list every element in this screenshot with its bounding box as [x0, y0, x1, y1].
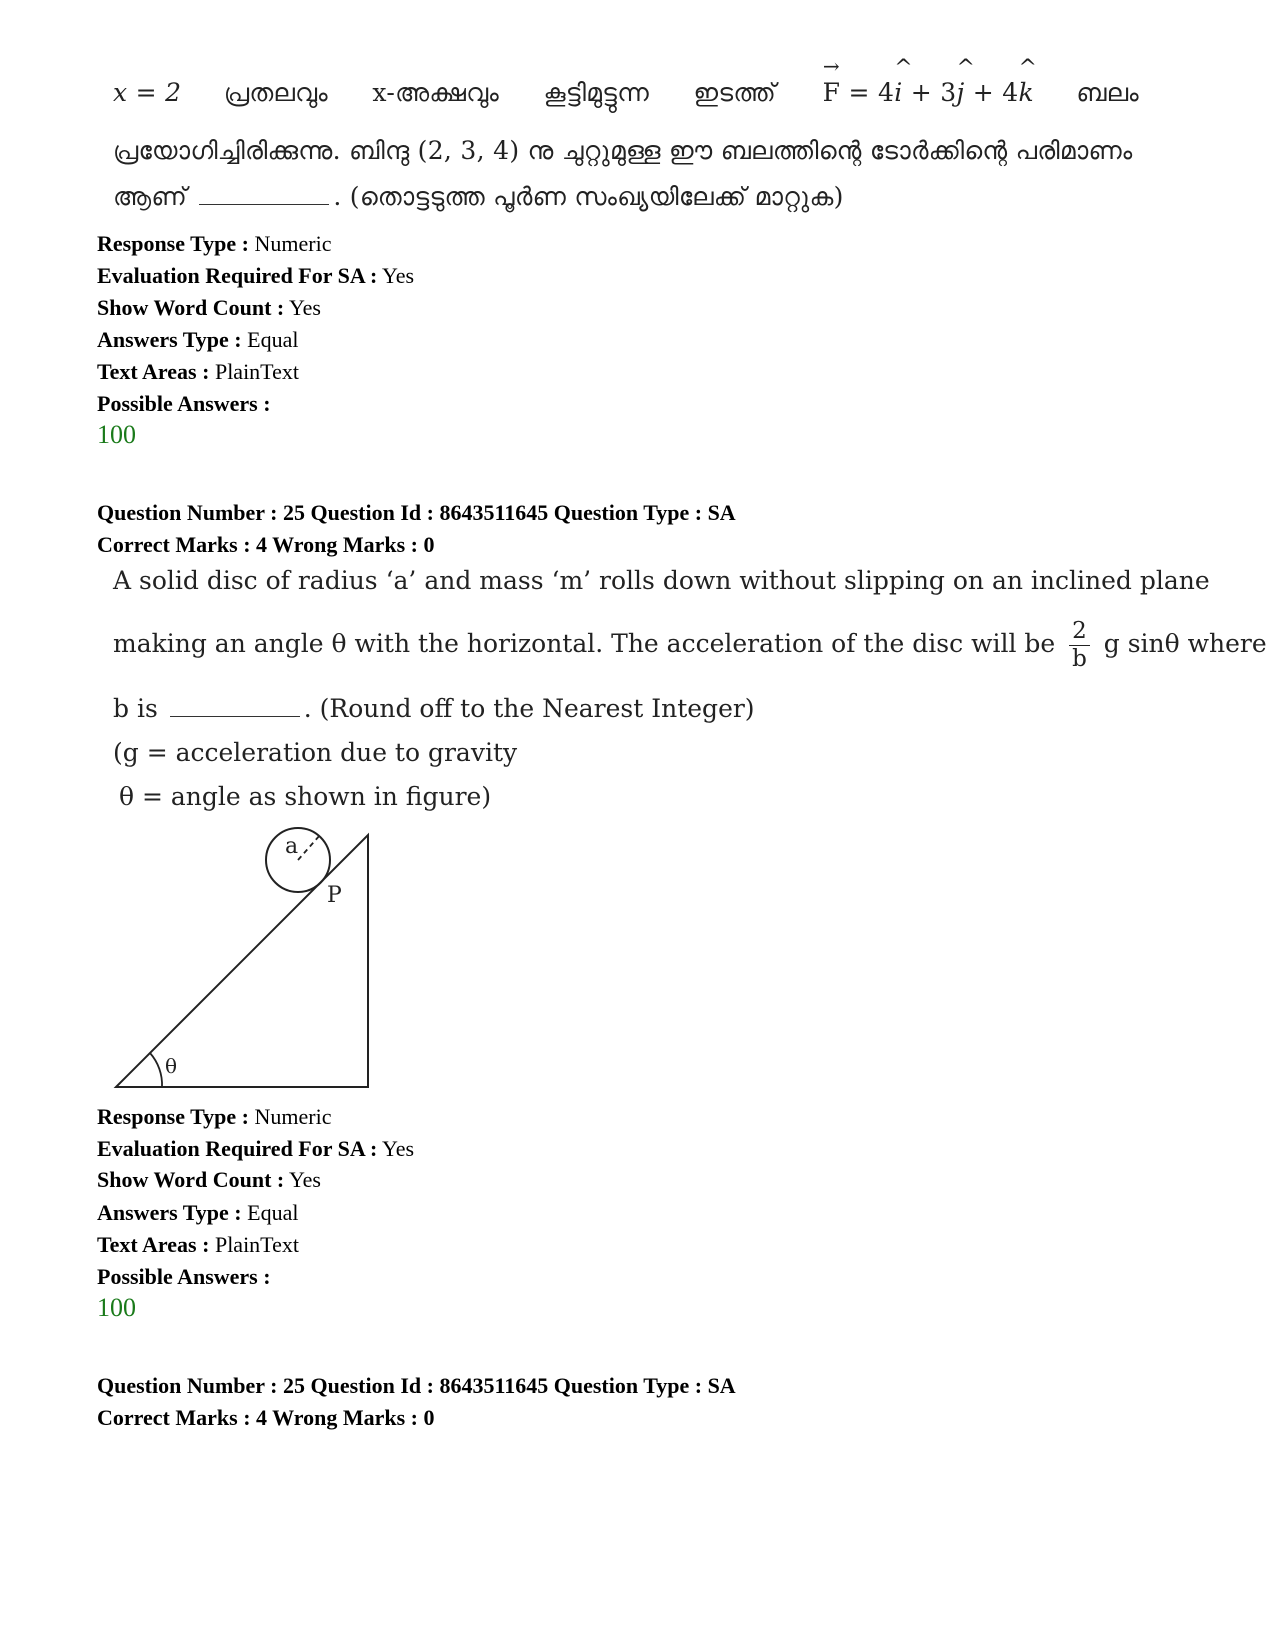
question-25-line-3	[113, 694, 755, 723]
answers-type-label: Answers Type :	[97, 1200, 242, 1225]
word-force: ബലം	[1076, 78, 1139, 107]
possible-answers-label: Possible Answers :	[97, 1264, 271, 1289]
word-plane: പ്രതലവും	[223, 78, 328, 107]
question-24-line-1	[113, 78, 1173, 108]
response-type-value: Numeric	[248, 231, 332, 256]
text-areas-label: Text Areas :	[97, 1232, 210, 1257]
text-areas-row	[97, 356, 299, 388]
text-areas-label: Text Areas :	[97, 359, 210, 384]
question-25-header-repeat: Question Number : 25 Question Id : 8643511645 Question Type : SA	[97, 1373, 736, 1398]
den: b	[1072, 646, 1087, 672]
word-count-label: Show Word Count :	[97, 1167, 285, 1192]
force-vector-expression	[823, 78, 1043, 107]
question-24-text-block	[113, 70, 1173, 220]
line2-a: making an angle θ with the horizontal. The acceleration of the disc will be	[113, 629, 1056, 658]
force-eq: = 4	[848, 78, 895, 107]
show-word-count-row	[97, 292, 321, 324]
response-type-row	[97, 1101, 331, 1133]
fraction-2-over-b	[1069, 620, 1090, 671]
eval-label: Evaluation Required For SA :	[97, 263, 378, 288]
label-radius-a: a	[285, 834, 299, 859]
question-25-marks: Correct Marks : 4 Wrong Marks : 0	[97, 532, 435, 557]
response-type-label: Response Type :	[97, 231, 249, 256]
force-plus4: + 4	[972, 78, 1019, 107]
radius-dash-line	[298, 835, 320, 860]
possible-answer-value: 100	[97, 1293, 136, 1322]
answers-type-label: Answers Type :	[97, 327, 242, 352]
possible-answers-row	[97, 1261, 271, 1293]
question-25-line-4: (g = acceleration due to gravity	[113, 738, 518, 767]
label-angle-theta: θ	[165, 1054, 178, 1078]
evaluation-required-row	[97, 260, 414, 292]
question-25-text-block	[113, 562, 1267, 822]
unit-k: ^ k	[1018, 78, 1033, 107]
evaluation-required-row	[97, 1133, 414, 1165]
possible-answers-row	[97, 388, 271, 420]
answers-type-value: Equal	[241, 327, 299, 352]
question-24-line-3	[113, 182, 844, 212]
text-areas-value: PlainText	[209, 359, 299, 384]
show-word-count-row	[97, 1164, 321, 1196]
incline-triangle	[116, 835, 368, 1087]
eval-label: Evaluation Required For SA :	[97, 1136, 378, 1161]
word-count-value: Yes	[284, 1167, 321, 1192]
text-areas-value: PlainText	[209, 1232, 299, 1257]
question-25-line-2	[113, 620, 1267, 671]
answer-blank	[199, 200, 329, 205]
num: 2	[1069, 620, 1090, 646]
response-type-row	[97, 228, 331, 260]
answers-type-row	[97, 324, 298, 356]
line3-a: ആണ്	[113, 182, 188, 211]
possible-answers-label: Possible Answers :	[97, 391, 271, 416]
line3-a: b is	[113, 694, 158, 723]
answers-type-row	[97, 1197, 298, 1229]
force-plus3: + 3	[910, 78, 957, 107]
line3-b: . (Round off to the Nearest Integer)	[303, 694, 755, 723]
inclined-plane-figure	[110, 825, 390, 1095]
question-25-header: Question Number : 25 Question Id : 8643511645 Question Type : SA	[97, 500, 736, 525]
eval-value: Yes	[377, 1136, 415, 1161]
vector-F: → F	[823, 78, 841, 107]
question-25-line-5: θ = angle as shown in figure)	[119, 782, 492, 811]
unit-j: ^ j	[956, 78, 964, 107]
response-type-label: Response Type :	[97, 1104, 249, 1129]
text-areas-row	[97, 1229, 299, 1261]
word-count-value: Yes	[284, 295, 321, 320]
equation-x-equals-2: x = 2	[113, 78, 182, 107]
question-25-line-1: A solid disc of radius ‘a’ and mass ‘m’ rolls down without slipping on an inclined plane	[113, 566, 1210, 595]
line2-b: g sinθ where	[1103, 629, 1267, 658]
response-type-value: Numeric	[248, 1104, 332, 1129]
answer-blank	[170, 712, 300, 717]
possible-answer-value: 100	[97, 420, 136, 449]
eval-value: Yes	[377, 263, 415, 288]
word-at-place: ഇടത്ത്	[693, 78, 777, 107]
angle-arc	[150, 1053, 162, 1087]
word-x-axis: x-അക്ഷവും	[372, 78, 499, 107]
word-count-label: Show Word Count :	[97, 295, 285, 320]
label-contact-point-p: P	[327, 883, 342, 908]
line3-b: . (തൊട്ടടുത്ത പൂർണ സംഖ്യയിലേക്ക് മാറ്റുക)	[333, 182, 844, 211]
answers-type-value: Equal	[241, 1200, 299, 1225]
word-intersect: കൂട്ടിമുട്ടുന്ന	[543, 78, 650, 107]
unit-i: ^ i	[894, 78, 902, 107]
question-24-line-2: പ്രയോഗിച്ചിരിക്കുന്നു. ബിന്ദു (2, 3, 4) നു ചുറ്റുമുള്ള ഈ ബലത്തിന്റെ ടോർക്കിന്റെ പരിമാണം	[113, 136, 1133, 165]
question-25-marks-repeat: Correct Marks : 4 Wrong Marks : 0	[97, 1405, 435, 1430]
